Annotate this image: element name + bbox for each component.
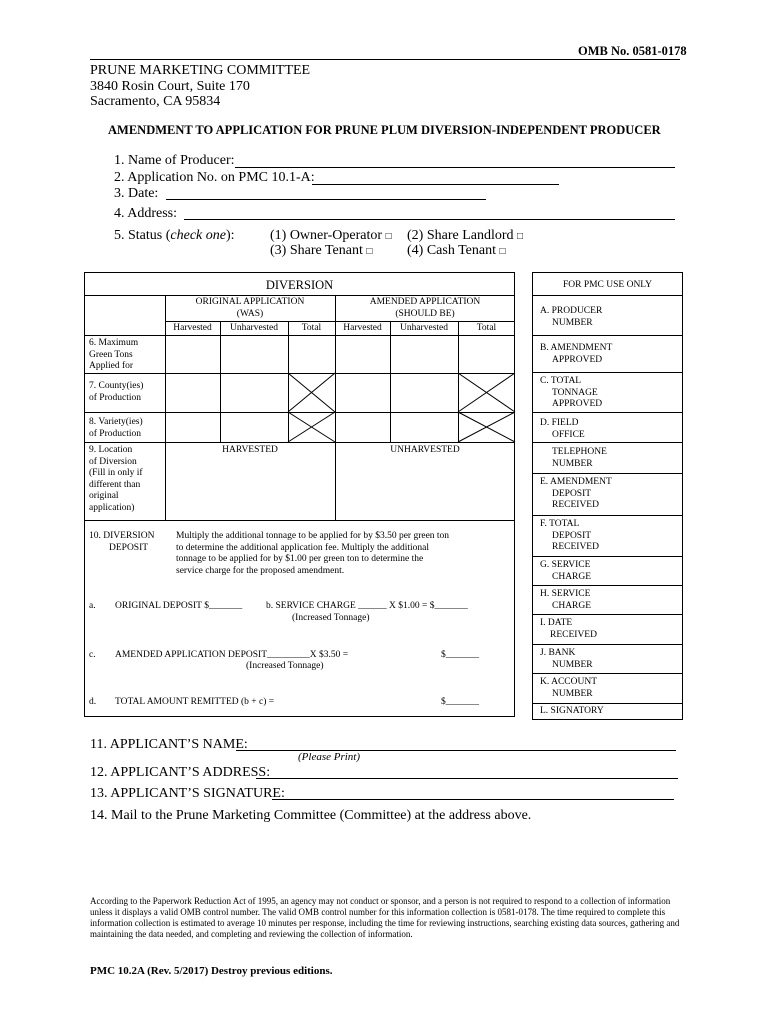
status-cash-tenant[interactable]: (4) Cash Tenant □ — [407, 243, 506, 258]
deposit-instructions: Multiply the additional tonnage to be applied for by $3.50 per green ton to determine the additional application fee. Multiply the additional tonnage to be applied for by $1.00 per green ton to determine the service charge for the proposed amendment. — [176, 531, 450, 576]
total-amount-remitted: TOTAL AMOUNT REMITTED (b + c) = — [115, 697, 275, 707]
row-6-label: 6. Maximum Green Tons Applied for — [89, 338, 139, 371]
pmc-producer-number: A. PRODUCER NUMBER — [540, 306, 603, 328]
amended-application-header: AMENDED APPLICATION (SHOULD BE) — [369, 297, 481, 319]
line-d-label: d. — [89, 697, 97, 707]
pmc-amendment-approved: B. AMENDMENT APPROVED — [540, 343, 613, 365]
amended-deposit-sub: (Increased Tonnage) — [246, 661, 324, 671]
date-line[interactable] — [166, 199, 486, 200]
pmc-telephone: TELEPHONE NUMBER — [552, 447, 607, 469]
checkbox-icon[interactable]: □ — [517, 231, 524, 242]
field-1-label: 1. Name of Producer: — [114, 153, 235, 168]
pmc-service-charge-h: H. SERVICE CHARGE — [540, 589, 592, 611]
checkbox-icon[interactable]: □ — [366, 246, 373, 257]
service-charge[interactable]: b. SERVICE CHARGE ______ X $1.00 = $_______ — [266, 601, 468, 611]
col-unharvested-orig: Unharvested — [229, 323, 278, 333]
org-name: PRUNE MARKETING COMMITTEE — [90, 63, 311, 78]
location-harvested: HARVESTED — [222, 445, 278, 455]
form-title: AMENDMENT TO APPLICATION FOR PRUNE PLUM DIVERSION-INDEPENDENT PRODUCER — [108, 123, 661, 137]
producer-name-line[interactable] — [235, 167, 675, 168]
address-line[interactable] — [184, 219, 675, 220]
pmc-field-office: D. FIELD OFFICE — [540, 418, 585, 440]
line-c-label: c. — [89, 650, 96, 660]
col-unharvested-amend: Unharvested — [399, 323, 448, 333]
row-9-label: 9. Location of Diversion (Fill in only if different than original application) — [89, 445, 143, 513]
total-amount-field[interactable]: $_______ — [441, 697, 479, 707]
form-id: PMC 10.2A (Rev. 5/2017) Destroy previous editions. — [90, 965, 333, 977]
original-application-header: ORIGINAL APPLICATION (WAS) — [195, 297, 305, 319]
checkbox-icon[interactable]: □ — [385, 231, 392, 242]
field-5-label: 5. Status (check one): — [114, 228, 235, 243]
header-rule — [90, 59, 680, 60]
row-7-label: 7. County(ies) of Production — [89, 381, 144, 403]
field-2-label: 2. Application No. on PMC 10.1-A: — [114, 170, 315, 185]
status-share-landlord[interactable]: (2) Share Landlord □ — [407, 228, 524, 243]
pmc-use-title: FOR PMC USE ONLY — [562, 280, 653, 290]
pmc-signatory: L. SIGNATORY — [540, 706, 604, 716]
location-unharvested: UNHARVESTED — [390, 445, 460, 455]
diversion-deposit-label: 10. DIVERSION DEPOSIT — [89, 531, 155, 553]
crossed-cells-amend-total — [458, 373, 515, 442]
applicant-signature-line[interactable] — [272, 799, 674, 800]
col-harvested-amend: Harvested — [343, 323, 382, 333]
paperwork-reduction-notice: According to the Paperwork Reduction Act of 1995, an agency may not conduct or sponsor, and a person is not required to respond to a collection of information unless it displays a valid OMB control number. The valid OMB control number for this information collection is 0581-0178. The time required to complete this information collection is estimated to average 10 minutes per response, including the time for reviewing instructions, searching existing data sources, gathering and maintaining the data needed, and completing and reviewing the collection of information. — [90, 896, 680, 939]
original-deposit[interactable]: ORIGINAL DEPOSIT $_______ — [115, 601, 243, 611]
org-address-line2: Sacramento, CA 95834 — [90, 94, 221, 109]
pmc-date-received: I. DATE RECEIVED — [540, 618, 597, 640]
pmc-bank-number: J. BANK NUMBER — [540, 648, 593, 670]
mail-instructions: 14. Mail to the Prune Marketing Committee (Committee) at the address above. — [90, 808, 532, 823]
amended-application-deposit[interactable]: AMENDED APPLICATION DEPOSIT_________X $3.50 = — [115, 650, 349, 660]
pmc-amendment-deposit: E. AMENDMENT DEPOSIT RECEIVED — [540, 477, 612, 510]
col-harvested-orig: Harvested — [173, 323, 212, 333]
field-4-label: 4. Address: — [114, 206, 177, 221]
col-total-orig: Total — [301, 323, 322, 333]
col-total-amend: Total — [476, 323, 497, 333]
pmc-total-tonnage: C. TOTAL TONNAGE APPROVED — [540, 376, 603, 409]
crossed-cells-orig-total — [288, 373, 335, 442]
checkbox-icon[interactable]: □ — [499, 246, 506, 257]
org-address-line1: 3840 Rosin Court, Suite 170 — [90, 79, 250, 94]
pmc-total-deposit: F. TOTAL DEPOSIT RECEIVED — [540, 519, 599, 552]
applicant-address-label: 12. APPLICANT’S ADDRESS: — [90, 765, 271, 780]
omb-number: OMB No. 0581-0178 — [578, 44, 687, 58]
amended-deposit-amount[interactable]: $_______ — [441, 650, 479, 660]
applicant-name-label: 11. APPLICANT’S NAME: — [90, 737, 248, 752]
field-3-label: 3. Date: — [114, 186, 159, 201]
applicant-address-line[interactable] — [256, 778, 678, 779]
pmc-service-charge-g: G. SERVICE CHARGE — [540, 560, 592, 582]
application-no-line[interactable] — [312, 184, 559, 185]
applicant-signature-label: 13. APPLICANT’S SIGNATURE: — [90, 786, 285, 801]
diversion-title: DIVERSION — [265, 278, 334, 292]
service-charge-sub: (Increased Tonnage) — [292, 613, 370, 623]
line-a-label: a. — [89, 601, 96, 611]
please-print-note: (Please Print) — [298, 751, 361, 763]
status-share-tenant[interactable]: (3) Share Tenant □ — [270, 243, 373, 258]
status-owner-operator[interactable]: (1) Owner-Operator □ — [270, 228, 392, 243]
row-8-label: 8. Variety(ies) of Production — [89, 417, 143, 439]
pmc-account-number: K. ACCOUNT NUMBER — [540, 677, 598, 699]
